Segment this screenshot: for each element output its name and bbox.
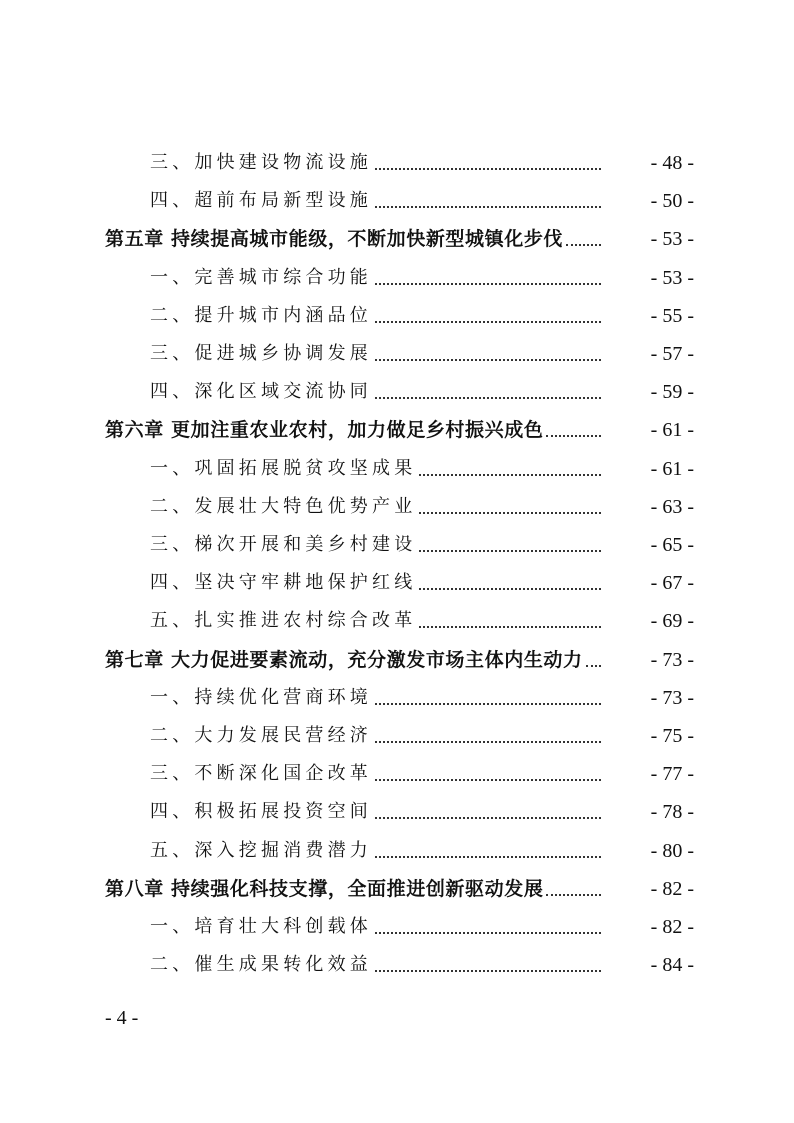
toc-entry-title: 第五章 持续提高城市能级，不断加快新型城镇化步伐 [105,228,564,251]
toc-entry-title: 二、提升城市内涵品位 [150,304,372,326]
toc-entry-page: - 67 - [650,572,694,595]
toc-section-entry [0,527,794,557]
toc-entry-page: - 53 - [650,228,694,251]
toc-entry-title: 四、坚决守牢耕地保护红线 [150,572,417,594]
toc-chapter-entry [0,642,794,672]
toc-section-entry [0,183,794,213]
toc-entry-page: - 77 - [650,763,694,786]
toc-dot-leader [566,244,601,246]
toc-entry-title: 四、积极拓展投资空间 [150,801,372,823]
toc-chapter-entry [0,412,794,442]
toc-dot-leader [375,856,601,858]
toc-entry-title: 五、扎实推进农村综合改革 [150,610,417,632]
toc-section-entry [0,680,794,710]
toc-dot-leader [419,550,601,552]
toc-section-entry [0,489,794,519]
toc-entry-page: - 75 - [650,725,694,747]
toc-entry-page: - 63 - [650,495,694,518]
toc-entry-page: - 73 - [650,686,694,709]
toc-entry-page: - 57 - [650,343,694,365]
toc-entry-title: 一、持续优化营商环境 [150,686,372,708]
toc-entry-page: - 61 - [650,457,694,480]
toc-entry-page: - 65 - [650,534,694,556]
toc-entry-page: - 84 - [650,954,694,977]
toc-section-entry [0,298,794,328]
toc-entry-title: 第六章 更加注重农业农村，加力做足乡村振兴成色 [105,419,544,442]
toc-dot-leader [375,779,601,781]
toc-entry-title: 三、加快建设物流设施 [150,152,372,173]
toc-entry-page: - 53 - [650,266,694,289]
toc-section-entry [0,947,794,977]
toc-entry-title: 二、催生成果转化效益 [150,954,372,976]
toc-dot-leader [586,665,601,667]
toc-section-entry [0,833,794,863]
toc-dot-leader [546,435,601,437]
toc-dot-leader [375,703,601,705]
toc-dot-leader [375,970,601,972]
toc-section-entry [0,145,794,175]
toc-entry-page: - 82 - [650,916,694,938]
toc-entry-title: 一、巩固拓展脱贫攻坚成果 [150,457,417,479]
toc-dot-leader [375,283,601,285]
toc-entry-page: - 48 - [650,152,694,174]
toc-entry-page: - 80 - [650,839,694,862]
toc-dot-leader [419,474,601,476]
toc-dot-leader [375,741,601,743]
toc-entry-title: 第七章 大力促进要素流动，充分激发市场主体内生动力 [105,648,583,671]
toc-chapter-entry [0,221,794,251]
toc-entry-page: - 82 - [650,877,694,900]
toc-section-entry [0,260,794,290]
toc-chapter-entry [0,871,794,901]
toc-section-entry [0,756,794,786]
toc-dot-leader [419,588,601,590]
toc-entry-title: 第八章 持续强化科技支撑，全面推进创新驱动发展 [105,877,544,900]
toc-entry-page: - 73 - [650,648,694,671]
toc-dot-leader [375,397,601,399]
toc-entry-page: - 50 - [650,190,694,213]
toc-section-entry [0,603,794,633]
toc-dot-leader [375,321,601,323]
toc-entry-title: 一、培育壮大科创载体 [150,916,372,937]
toc-entry-page: - 61 - [650,419,694,442]
toc-section-entry [0,451,794,481]
page-number-footer: - 4 - [105,1007,139,1029]
toc-entry-title: 一、完善城市综合功能 [150,266,372,288]
toc-dot-leader [419,626,601,628]
toc-dot-leader [375,817,601,819]
toc-dot-leader [375,206,601,208]
toc-dot-leader [546,894,601,896]
toc-dot-leader [375,932,601,934]
toc-section-entry [0,909,794,939]
toc-section-entry [0,336,794,366]
toc-entry-title: 二、发展壮大特色优势产业 [150,495,417,517]
toc-dot-leader [375,359,601,361]
toc-entry-title: 三、促进城乡协调发展 [150,343,372,364]
toc-entry-page: - 78 - [650,801,694,824]
toc-section-entry [0,374,794,404]
toc-entry-title: 三、梯次开展和美乡村建设 [150,534,417,555]
toc-entry-title: 三、不断深化国企改革 [150,763,372,785]
toc-entry-title: 五、深入挖掘消费潜力 [150,839,372,861]
toc-entry-title: 四、深化区域交流协同 [150,381,372,403]
toc-dot-leader [375,168,601,170]
toc-entry-page: - 59 - [650,381,694,404]
toc-entry-page: - 69 - [650,610,694,633]
toc-section-entry [0,794,794,824]
toc-section-entry [0,565,794,595]
toc-dot-leader [419,512,601,514]
toc-entry-title: 四、超前布局新型设施 [150,190,372,212]
toc-entry-title: 二、大力发展民营经济 [150,725,372,746]
toc-section-entry [0,718,794,748]
toc-entry-page: - 55 - [650,304,694,327]
